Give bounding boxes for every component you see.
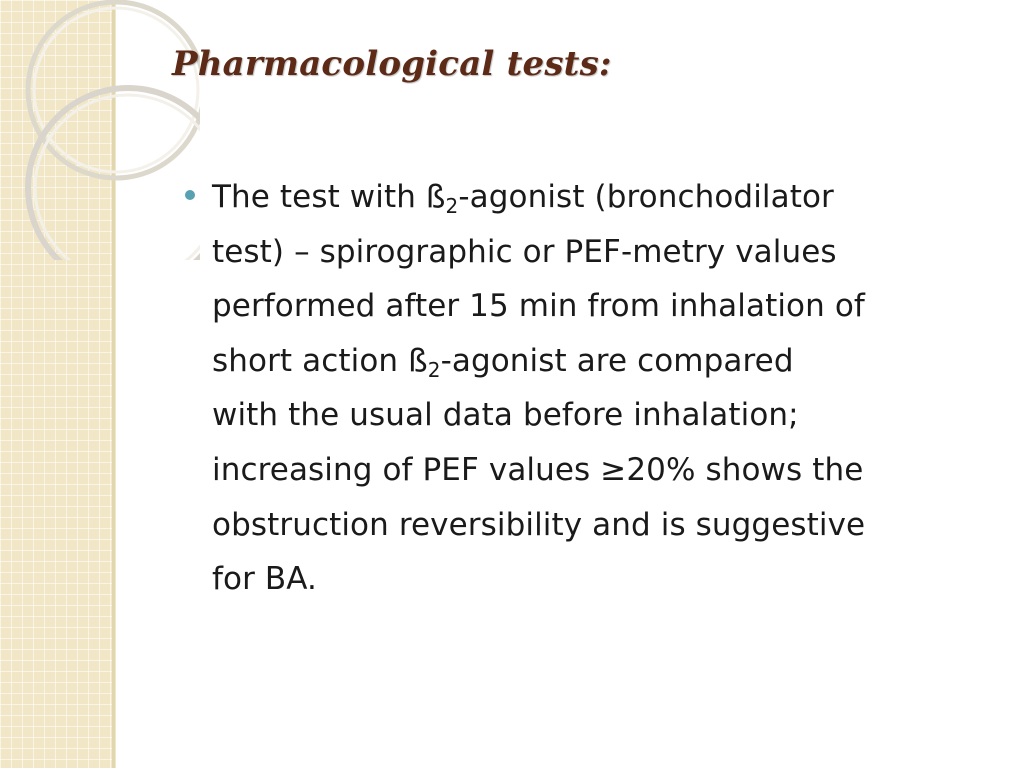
- bullet-line-5: with the usual data before inhalation;: [212, 397, 799, 434]
- bullet-line-6: increasing of PEF values ≥20% shows the: [212, 451, 864, 488]
- circle-bullet-icon: [185, 190, 195, 200]
- bullet-line-4: short action $ß_2$-agonist are compared: [212, 342, 794, 382]
- concentric-circles-icon: [0, 0, 200, 260]
- bullet-text: [212, 170, 1002, 607]
- bullet-line-7: obstruction reversibility and is suggestive: [212, 506, 866, 543]
- slide-title: Pharmacological tests:: [172, 44, 612, 84]
- bullet-line-1: The test with $ß_2$-agonist (bronchodilator: [212, 179, 834, 218]
- bullet-line-2: test) – spirographic or PEF-metry values: [212, 233, 837, 270]
- bullet-line-3: performed after 15 min from inhalation of: [212, 288, 865, 325]
- bullet-line-8: for BA.: [212, 561, 317, 598]
